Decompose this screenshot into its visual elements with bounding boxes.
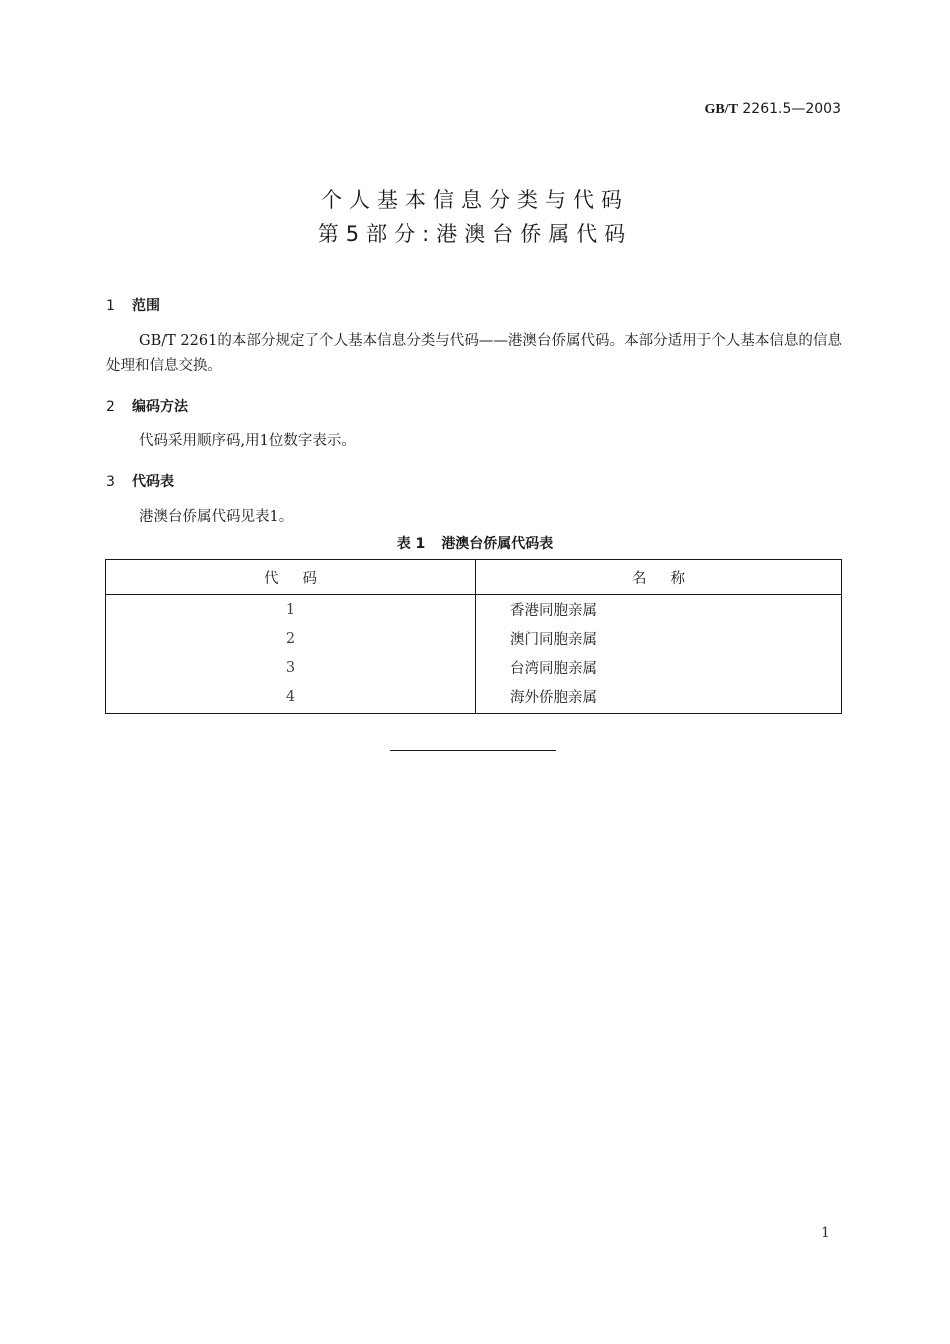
table-row: [106, 653, 842, 682]
standard-prefix: GB/T: [704, 102, 738, 117]
section-title: 范围: [132, 298, 160, 314]
table-caption-title: 港澳台侨属代码表: [441, 536, 554, 552]
table-row: [106, 595, 842, 625]
code-cell: 4: [106, 682, 476, 714]
section-number: 2: [106, 399, 115, 415]
name-cell: 香港同胞亲属: [510, 603, 597, 619]
standard-code: 2261.5—2003: [742, 101, 841, 117]
section-heading-coding-method: [106, 396, 188, 416]
page-number: 1: [821, 1225, 830, 1241]
column-header-name: 名称: [476, 560, 842, 595]
section-paragraph-code-table: 港澳台侨属代码见表1。: [139, 509, 294, 525]
table-caption-label: 表 1: [396, 536, 426, 552]
end-of-document-rule: [390, 750, 556, 751]
name-cell: 澳门同胞亲属: [510, 632, 597, 648]
table-row: [106, 682, 842, 714]
section-number: 3: [106, 474, 115, 490]
column-header-code: 代码: [106, 560, 476, 595]
code-cell: 1: [106, 595, 476, 625]
standard-number: [704, 101, 841, 118]
code-table: [105, 559, 842, 714]
code-cell: 2: [106, 624, 476, 653]
document-subtitle: 第5部分:港澳台侨属代码: [317, 222, 633, 246]
section-heading-scope: [106, 295, 160, 315]
section-title: 代码表: [132, 474, 174, 490]
section-title: 编码方法: [132, 399, 188, 415]
section-number: 1: [106, 298, 115, 314]
table-row: [106, 624, 842, 653]
section-heading-code-table: [106, 471, 174, 491]
section-paragraph-scope: GB/T 2261的本部分规定了个人基本信息分类与代码——港澳台侨属代码。本部分适用于个人基本信息的信息处理和信息交换。: [106, 333, 842, 374]
name-cell: 台湾同胞亲属: [510, 661, 597, 677]
name-cell: 海外侨胞亲属: [510, 690, 597, 706]
table-caption: [0, 533, 950, 553]
code-cell: 3: [106, 653, 476, 682]
document-title: 个人基本信息分类与代码: [321, 188, 629, 212]
section-paragraph-coding-method: 代码采用顺序码,用1位数字表示。: [139, 433, 356, 449]
table-header-row: [106, 560, 842, 595]
